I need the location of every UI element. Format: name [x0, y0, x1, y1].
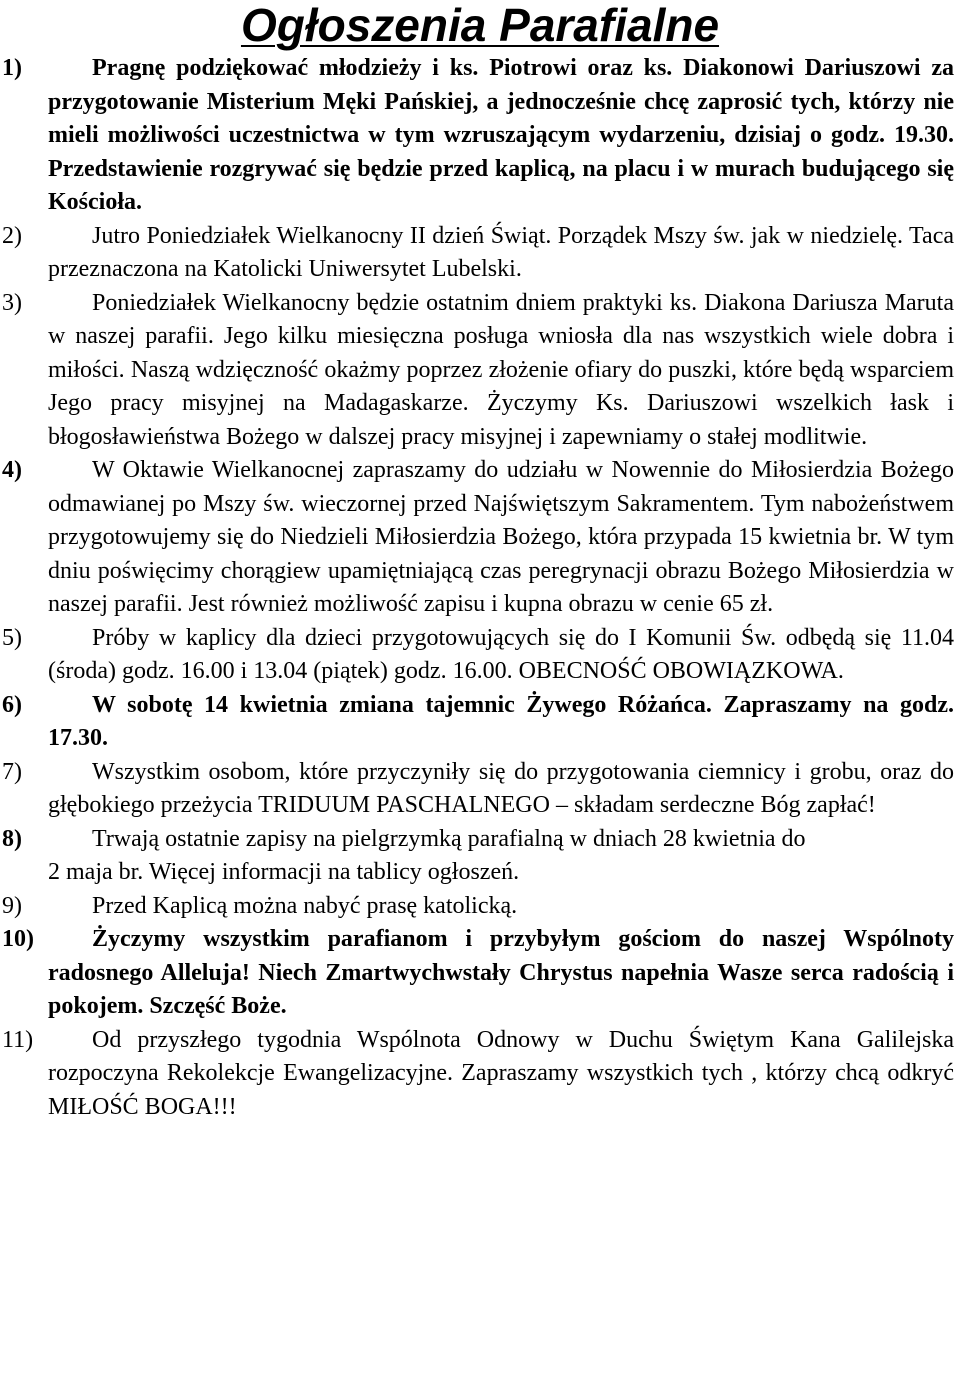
announcement-text: Od przyszłego tygodnia Wspólnota Odnowy w Duchu Świętym Kana Galilejska rozpoczyna Rekolekcje Ewangelizacyjne. Zapraszamy wszystkich tych , którzy chcą odkryć MIŁOŚĆ BOGA!!! [48, 1026, 954, 1120]
announcement-text: Próby w kaplicy dla dzieci przygotowujących się do I Komunii Św. odbędą się 11.04 (środa) godz. 16.00 i 13.04 (piątek) godz. 16.00. OBECNOŚĆ OBOWIĄZKOWA. [48, 624, 954, 684]
announcement-text: W Oktawie Wielkanocnej zapraszamy do udziału w Nowennie do Miłosierdzia Bożego odmawianej po Mszy św. wieczornej przed Najświętszym Sakramentem. Tym nabożeństwem przygotowujemy się do Niedzieli Miłosierdzia Bożego, która przypada 15 kwietnia br. W tym dniu poświęcimy chorągiew upamiętniającą czas peregrynacji obrazu Bożego Miłosierdzia w naszej parafii. Jest również możliwość zapisu i kupna obrazu w cenie 65 zł. [48, 457, 954, 617]
announcement-text: Życzymy wszystkim parafianom i przybyłym gościom do naszej Wspólnoty radosnego Alleluja! Niech Zmartwychwstały Chrystus napełnia Wasze serca radością i pokojem. Szczęść Boże. [48, 926, 954, 1019]
announcement-9 [2, 890, 954, 924]
announcement-3 [2, 287, 954, 455]
announcement-number: 7) [2, 758, 22, 785]
announcement-number: 11) [2, 1026, 34, 1053]
announcement-text: Trwają ostatnie zapisy na pielgrzymką parafialną w dniach 28 kwietnia do [92, 825, 806, 852]
announcement-number: 6) [2, 691, 22, 718]
announcement-5 [2, 622, 954, 689]
announcement-number: 1) [2, 55, 22, 81]
announcements-list [0, 52, 960, 1124]
announcement-text: Wszystkim osobom, które przyczyniły się do przygotowania ciemnicy i grobu, oraz do głębokiego przeżycia TRIDUUM PASCHALNEGO – składam serdeczne Bóg zapłać! [48, 758, 954, 818]
announcement-10 [2, 923, 954, 1024]
announcement-number: 5) [2, 624, 22, 651]
announcement-number: 8) [2, 825, 22, 852]
announcement-number: 10) [2, 926, 34, 952]
announcement-2 [2, 220, 954, 287]
announcement-text: Pragnę podziękować młodzieży i ks. Piotrowi oraz ks. Diakonowi Dariuszowi za przygotowanie Misterium Męki Pańskiej, a jednocześnie chcę zaprosić tych, którzy nie mieli możliwości uczestnictwa w tym wzruszającym wydarzeniu, dzisiaj o godz. 19.30. Przedstawienie rozgrywać się będzie przed kaplicą, na placu i w murach budującego się Kościoła. [48, 55, 954, 215]
announcement-number: 3) [2, 289, 22, 316]
announcement-8 [2, 823, 954, 890]
announcement-text-continued: 2 maja br. Więcej informacji na tablicy ogłoszeń. [48, 859, 520, 885]
announcement-text: Przed Kaplicą można nabyć prasę katolicką. [92, 892, 518, 919]
announcement-7 [2, 756, 954, 823]
announcement-text: Jutro Poniedziałek Wielkanocny II dzień Świąt. Porządek Mszy św. jak w niedzielę. Taca przeznaczona na Katolicki Uniwersytet Lubelski. [48, 222, 954, 282]
announcement-number: 2) [2, 222, 22, 249]
announcement-11 [2, 1024, 954, 1125]
announcement-text: W sobotę 14 kwietnia zmiana tajemnic Żywego Różańca. Zapraszamy na godz. 17.30. [48, 691, 954, 751]
announcement-text: Poniedziałek Wielkanocny będzie ostatnim dniem praktyki ks. Diakona Dariusza Maruta w naszej parafii. Jego kilku miesięczna posługa wniosła dla nas wszystkich wiele dobra i miłości. Naszą wdzięczność okażmy poprzez złożenie ofiary do puszki, które będą wsparciem Jego pracy misyjnej na Madagaskarze. Życzymy Ks. Dariuszowi wszelkich łask i błogosławieństwa Bożego w dalszej pracy misyjnej i zapewniamy o stałej modlitwie. [48, 289, 954, 450]
announcement-number: 4) [2, 457, 22, 483]
announcement-4 [2, 454, 954, 622]
announcement-1 [2, 52, 954, 220]
page-title: Ogłoszenia Parafialne [240, 0, 720, 51]
announcement-number: 9) [2, 892, 22, 919]
announcement-6 [2, 689, 954, 756]
